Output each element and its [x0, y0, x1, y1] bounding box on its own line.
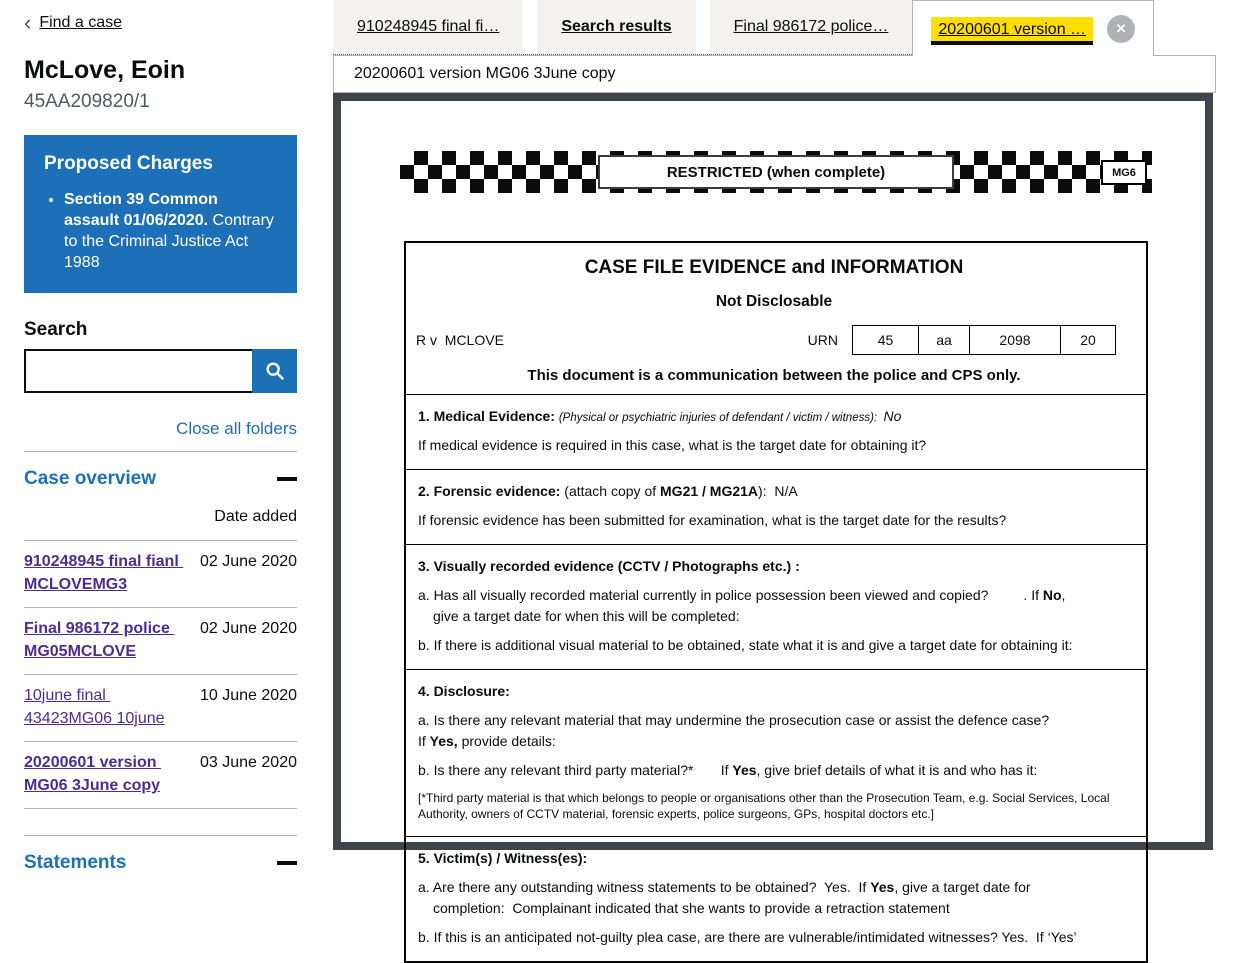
- document-list-item: [24, 742, 297, 808]
- tab-label: Final 986172 police…: [733, 18, 889, 35]
- document-title-bar: [333, 55, 1216, 93]
- tab-search-results[interactable]: [537, 0, 695, 54]
- case-overview-heading[interactable]: Case overview: [24, 468, 157, 489]
- case-file-form: [404, 241, 1148, 963]
- r-v-label: R v MCLOVE: [416, 332, 504, 348]
- document-date-added: 10 June 2020: [200, 687, 297, 704]
- restricted-checker-band: [400, 151, 1152, 193]
- tab-910248945[interactable]: [333, 0, 523, 54]
- document-list-item: [24, 608, 297, 674]
- urn-cell-year: 20: [1060, 325, 1116, 355]
- close-icon: ✕: [1115, 20, 1127, 36]
- document-link-20200601[interactable]: 20200601 version MG06 3June copy: [24, 754, 161, 794]
- search-bar: [24, 349, 297, 393]
- search-input[interactable]: [24, 349, 252, 393]
- inactive-tabs-group: [333, 0, 912, 55]
- tab-label: 910248945 final fi…: [357, 18, 500, 35]
- document-link-910248945[interactable]: 910248945 final fianl MCLOVEMG3: [24, 553, 184, 593]
- search-button[interactable]: [252, 349, 297, 393]
- form-code-badge: MG6: [1101, 160, 1147, 185]
- document-list-item: [24, 541, 297, 607]
- document-title: 20200601 version MG06 3June copy: [354, 65, 616, 82]
- statements-heading[interactable]: Statements: [24, 852, 127, 873]
- active-tab-label: 20200601 version …: [931, 17, 1093, 41]
- proposed-charges-panel: [24, 135, 297, 293]
- case-overview-accordion[interactable]: [24, 452, 297, 500]
- document-date-added: 02 June 2020: [200, 620, 297, 637]
- close-tab-button[interactable]: [1107, 15, 1135, 43]
- document-link-10june[interactable]: 10june final 43423MG06 10june: [24, 687, 165, 727]
- charge-item: [64, 189, 277, 273]
- chevron-left-icon: ‹: [24, 10, 32, 35]
- charge-detail: Contrary to the Criminal Justice Act 1988: [64, 212, 279, 271]
- tab-bar: [333, 0, 1246, 55]
- form-header: [406, 243, 1146, 394]
- tab-label: Search results: [561, 18, 672, 35]
- charge-offence: Section 39 Common assault 01/06/2020.: [64, 191, 223, 229]
- case-reference-number: 45AA209820/1: [24, 91, 150, 112]
- date-added-header: Date added: [214, 508, 297, 525]
- urn-cell-force: 45: [852, 325, 919, 355]
- case-sidebar: [0, 0, 321, 884]
- form-section-victims-witnesses: 5. Victim(s) / Witness(es): a. Are there any outstanding witness statements to be obtained? Yes. If Yes, give a target date for completion: Complainant indicated that she wants to provide a retraction statement b. If this is an anticipated not-guilty plea case, are there are vulnerable/intimidated witnesses? Yes. If ‘Yes’: [406, 836, 1146, 961]
- collapse-minus-icon[interactable]: [277, 861, 297, 865]
- tab-20200601-active[interactable]: [912, 0, 1154, 56]
- close-all-folders-link[interactable]: Close all folders: [176, 419, 297, 438]
- urn-label: URN: [807, 332, 838, 348]
- document-page: [341, 101, 1205, 945]
- urn-group: [808, 325, 1132, 355]
- form-section-disclosure: 4. Disclosure: a. Is there any relevant material that may undermine the prosecution case or assist the defence case? If Yes, provide details: b. Is there any relevant third party material?* If Yes, give brief details of what it is and who has it: [*Third party material is that which belongs to people or organisations other than the Prosecution Team, e.g. Social Services, Local Authority, owners of CCTV material, forensic experts, police surgeons, GPs, hospital doctors etc.]: [406, 669, 1146, 835]
- form-section-forensic-evidence: 2. Forensic evidence: (attach copy of MG21 / MG21A): N/A If forensic evidence has been submitted for examination, what is the target date for the results?: [406, 469, 1146, 544]
- document-list-item: [24, 675, 297, 741]
- search-icon: [264, 360, 286, 382]
- document-viewer[interactable]: [333, 93, 1213, 945]
- restricted-banner: RESTRICTED (when complete): [598, 155, 954, 189]
- collapse-minus-icon[interactable]: [277, 477, 297, 481]
- find-a-case-link[interactable]: [24, 10, 123, 35]
- form-title: CASE FILE EVIDENCE and INFORMATION: [584, 257, 964, 278]
- form-subtitle: Not Disclosable: [715, 293, 833, 310]
- case-name: McLove, Eoin: [24, 56, 186, 84]
- document-date-added: 02 June 2020: [200, 553, 297, 570]
- close-all-folders-row: [24, 409, 297, 451]
- urn-cell-number: 2098: [969, 325, 1061, 355]
- urn-cell-area: aa: [918, 325, 970, 355]
- main-content: [333, 0, 1246, 945]
- communication-note: This document is a communication between the police and CPS only.: [527, 367, 1021, 384]
- form-section-visual-evidence: 3. Visually recorded evidence (CCTV / Photographs etc.) : a. Has all visually recorded material currently in police possession been viewed and copied? . If No, give a target date for when this will be completed: b. If there is additional visual material to be obtained, state what it is and give a target date for obtaining it:: [406, 544, 1146, 669]
- proposed-charges-title: Proposed Charges: [44, 153, 213, 174]
- divider: [24, 808, 297, 809]
- form-section-medical-evidence: 1. Medical Evidence: (Physical or psychiatric injuries of defendant / victim / witness): No If medical evidence is required in this case, what is the target date for obtaining it?: [406, 394, 1146, 469]
- find-a-case-label: Find a case: [39, 14, 123, 31]
- statements-accordion[interactable]: [24, 836, 297, 884]
- tab-final-986172[interactable]: [710, 0, 913, 54]
- document-date-added: 03 June 2020: [200, 754, 297, 771]
- search-heading: Search: [24, 319, 88, 340]
- r-v-urn-row: [416, 325, 1132, 355]
- document-link-986172[interactable]: Final 986172 police MG05MCLOVE: [24, 620, 175, 660]
- urn-cells: [852, 325, 1116, 355]
